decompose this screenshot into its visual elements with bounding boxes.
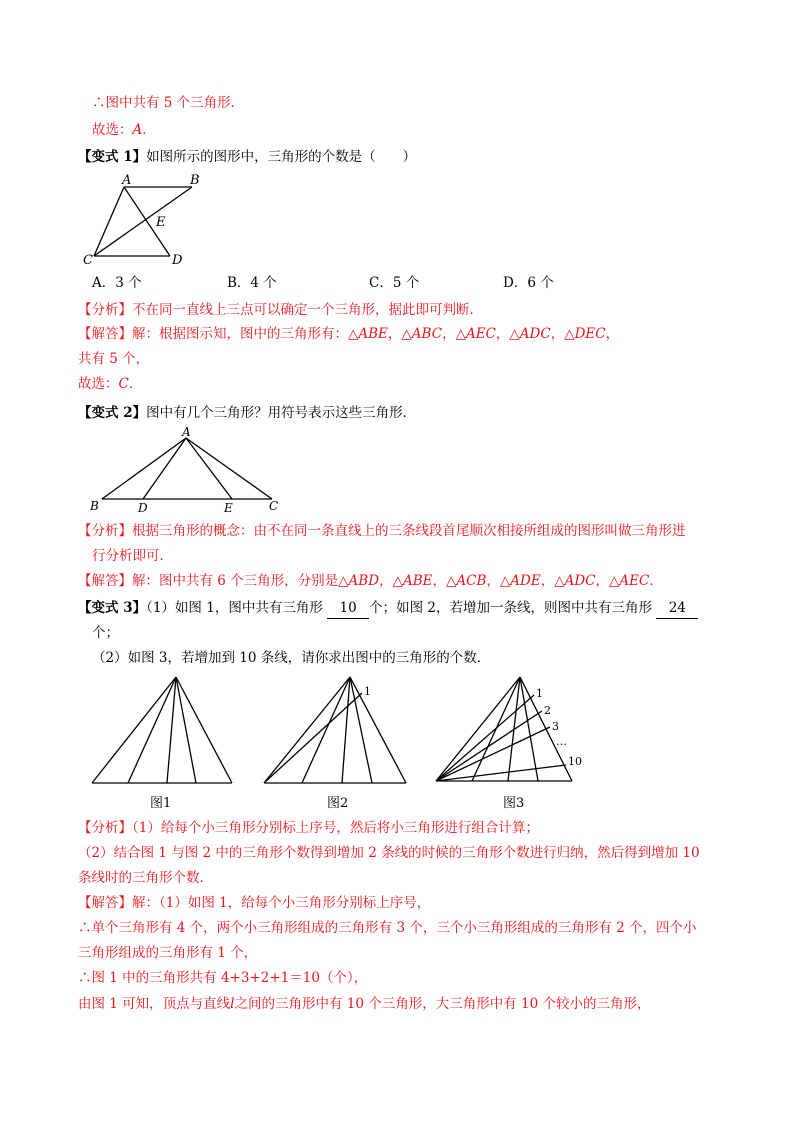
variant3-analysis-2a: （2）结合图 1 与图 2 中的三角形个数得到增加 2 条线的时候的三角形个数进行归纳，然后得到增加 10 xyxy=(78,845,700,861)
figure-2 xyxy=(262,673,412,813)
label-D: D xyxy=(172,253,183,268)
variant3-answer-2a: ∴单个三角形有 4 个，两个小三角形组成的三角形有 3 个，三个小三角形组成的三角形有 2 个，四个小 xyxy=(78,920,697,936)
figure-3-caption: 图3 xyxy=(503,796,525,811)
variant3-answer-2b: 三角形组成的三角形有 1 个， xyxy=(78,945,258,961)
variant2-analysis-1: 【分析】根据三角形的概念：由不在同一条直线上的三条线段首尾顺次相接所组成的图形叫做三角形进 xyxy=(78,523,686,539)
variant3-q2: （2）如图 3，若增加到 10 条线，请你求出图中的三角形的个数． xyxy=(92,650,491,666)
option-b: B．4 个 xyxy=(227,275,277,291)
blank-2: 24 xyxy=(656,598,698,619)
label-A: A xyxy=(122,173,132,188)
label-C: C xyxy=(83,253,93,268)
option-a: A．3 个 xyxy=(92,275,142,291)
label-E: E xyxy=(156,215,166,230)
figure-3-line-10: 10 xyxy=(568,755,582,768)
variant2-analysis-2: 行分析即可． xyxy=(92,548,173,564)
variant3-q1: 【变式 3】（1）如图 1，图中共有三角形 10 个；如图 2，若增加一条线，则图中共有三角形 24 xyxy=(78,598,698,619)
variant1-answer: 【解答】解：根据图示知，图中的三角形有：△ABE，△ABC，△AEC，△ADC，△DEC， xyxy=(78,326,620,342)
variant3-analysis-1: 【分析】（1）给每个小三角形分别标上序号，然后将小三角形进行组合计算； xyxy=(78,820,539,836)
variant3-answer-3: ∴图 1 中的三角形共有 4+3+2+1＝10（个）， xyxy=(78,970,368,986)
figure-3 xyxy=(432,673,592,813)
label-A: A xyxy=(182,425,191,439)
conclusion-text: ∴图中共有 5 个三角形． xyxy=(92,95,245,111)
figure-3-line-3: 3 xyxy=(552,720,559,733)
variant2-question: 【变式 2】图中有几个三角形？用符号表示这些三角形． xyxy=(78,405,417,421)
variant3-analysis-2b: 条线时的三角形个数． xyxy=(78,870,213,886)
variant1-count: 共有 5 个， xyxy=(78,351,150,367)
blank-1: 10 xyxy=(327,598,369,619)
variant2-answer: 【解答】解：图中共有 6 个三角形，分别是△ABD，△ABE，△ACB，△ADE，△ADC，△AEC． xyxy=(78,573,663,589)
variant1-choice: 故选：C． xyxy=(78,376,143,392)
label-B: B xyxy=(90,499,99,513)
label-B: B xyxy=(190,173,200,188)
choice-line: 故选：A． xyxy=(92,122,156,138)
variant1-analysis: 【分析】不在同一直线上三点可以确定一个三角形，据此即可判断． xyxy=(78,302,483,318)
figure-2-line-label: 1 xyxy=(364,685,371,698)
option-c: C．5 个 xyxy=(369,275,420,291)
option-d: D．6 个 xyxy=(503,275,554,291)
variant3-answer-1: 【解答】解：（1）如图 1，给每个小三角形分别标上序号， xyxy=(78,895,431,911)
variant2-figure xyxy=(86,424,286,514)
figure-3-ellipsis: … xyxy=(556,735,567,748)
figure-1-caption: 图1 xyxy=(150,796,172,811)
variant3-q1-end: 个； xyxy=(92,625,119,641)
figure-3-line-1: 1 xyxy=(536,687,543,700)
figure-3-line-2: 2 xyxy=(544,704,551,717)
figure-2-caption: 图2 xyxy=(327,796,349,811)
variant1-question: 【变式 1】如图所示的图形中，三角形的个数是（ ） xyxy=(78,149,417,165)
label-C: C xyxy=(269,499,279,513)
figure-1 xyxy=(90,673,235,813)
label-D: D xyxy=(138,501,148,515)
variant3-answer-4: 由图 1 可知，顶点与直线l之间的三角形中有 10 个三角形，大三角形中有 10 个较小的三角形， xyxy=(78,996,651,1012)
label-E: E xyxy=(224,501,233,515)
variant1-figure xyxy=(80,168,200,268)
